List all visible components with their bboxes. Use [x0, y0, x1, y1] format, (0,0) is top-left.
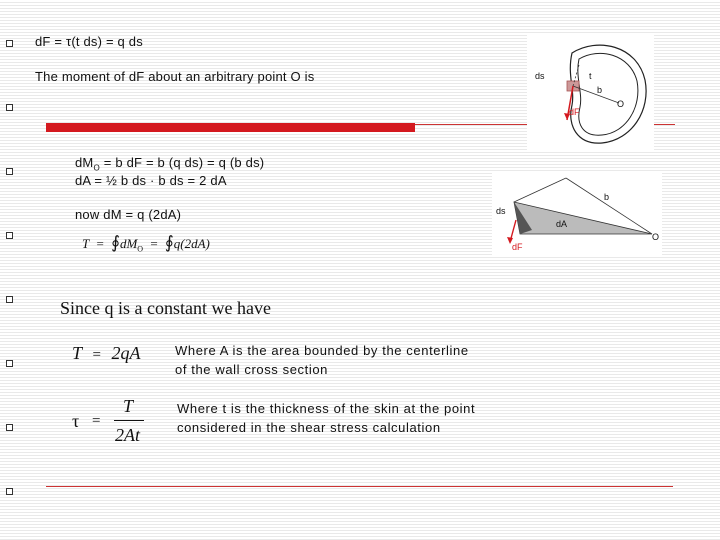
- description-thickness-line2: considered in the shear stress calculation: [177, 420, 441, 435]
- section-diagram: [527, 35, 654, 150]
- integral-equals-1: =: [96, 236, 104, 251]
- dMo-subscript: O: [93, 163, 100, 173]
- fig2-label-dA: dA: [556, 219, 568, 229]
- equation-moment-text: The moment of dF about an arbitrary point O is: [35, 69, 315, 84]
- bullet-square: [6, 40, 13, 47]
- T-lhs: T: [72, 343, 83, 363]
- description-area-line1: Where A is the area bounded by the centerline: [175, 343, 469, 358]
- fig2-label-o: O: [652, 232, 660, 242]
- fig1-label-dF: dF: [569, 107, 580, 117]
- T-rhs: 2qA: [111, 343, 141, 363]
- integral-sign-icon: ∮: [111, 233, 120, 252]
- fraction-numerator: T: [123, 396, 134, 416]
- equation-now-dM: now dM = q (2dA): [75, 207, 182, 222]
- equation-dMo: [75, 155, 264, 173]
- equation-T-2qA: [72, 343, 140, 364]
- bullet-square: [6, 232, 13, 239]
- integral-rhs: q(2dA): [173, 236, 210, 251]
- fig2-label-dF: dF: [512, 242, 523, 252]
- figure-triangle-area: [492, 172, 662, 256]
- bullet-square: [6, 104, 13, 111]
- integral-dM: dM: [119, 236, 138, 251]
- equation-dA: dA = ½ b ds · b ds = 2 dA: [75, 173, 227, 188]
- fig1-label-t: t: [589, 71, 592, 81]
- fig1-label-o: O: [617, 99, 625, 109]
- dMo-rest: = b dF = b (q ds) = q (b ds): [99, 155, 265, 170]
- tau-equals: =: [92, 413, 101, 429]
- description-area-line2: of the wall cross section: [175, 362, 329, 377]
- integral-equation: [82, 233, 210, 254]
- description-thickness-line1: Where t is the thickness of the skin at the point: [177, 401, 476, 416]
- integral-subscript: O: [137, 244, 144, 254]
- fig1-label-b: b: [597, 85, 603, 95]
- fig2-label-ds: ds: [496, 206, 506, 216]
- integral-sign-icon-2: ∮: [164, 233, 174, 252]
- integral-equals-2: =: [150, 236, 158, 251]
- fig1-label-ds: ds: [535, 71, 545, 81]
- since-q-constant: Since q is a constant we have: [60, 298, 271, 318]
- description-thickness: [177, 399, 475, 437]
- fraction-denominator: 2At: [115, 425, 140, 445]
- red-divider-bar: [46, 123, 415, 132]
- fraction-bar: [114, 420, 144, 421]
- dMo-label: dM: [75, 155, 94, 170]
- fig2-label-b: b: [604, 192, 610, 202]
- equation-dF: dF = τ(t ds) = q ds: [35, 34, 143, 49]
- bullet-square: [6, 488, 13, 495]
- bullet-square: [6, 424, 13, 431]
- bullet-square: [6, 360, 13, 367]
- integral-T: T: [82, 236, 90, 251]
- figure-closed-section: [527, 35, 654, 150]
- bullet-square: [6, 296, 13, 303]
- T-equals: =: [92, 347, 101, 363]
- bottom-divider: [46, 486, 673, 487]
- tau-symbol: τ: [72, 411, 80, 431]
- description-area: [175, 341, 469, 379]
- bullet-square: [6, 168, 13, 175]
